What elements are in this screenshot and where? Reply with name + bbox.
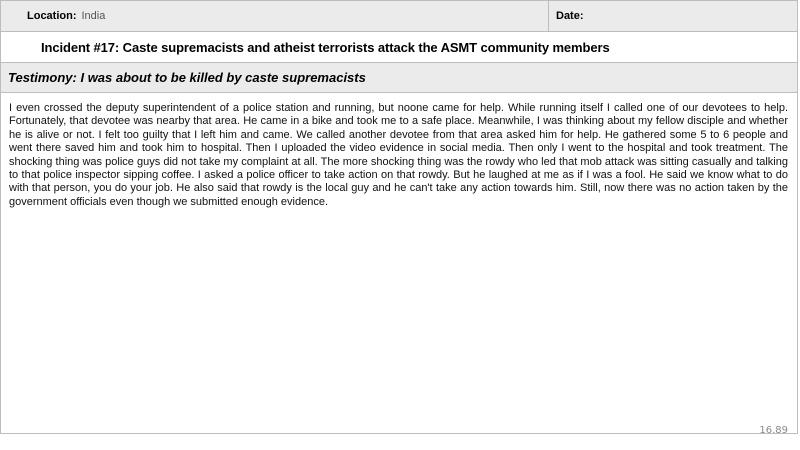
testimony-body: I even crossed the deputy superintendent of a police station and running, but noone came for help. While running itself I called one of our devotees to help. Fortunately, that devotee was nearby that area. He came in a bike and took me to a safe place. Meanwhile, I was thinking about my fellow disciple and whether he is alive or not. I felt too guilty that I left him and came. We called another devotee from that area asked him for help. He gathered some 5 to 6 people and went there saved him and took him to hospital. Then I uploaded the video evidence in social media. Then only I went to the hospital and took treatment. The shocking thing was police guys did not take my complaint at all. The more shocking thing was the rowdy who led that mob attack was sitting casually and talking to that police inspector sipping coffee. I asked a police officer to take action on that rowdy. But he laughed at me as if I was a fool. He said we know what to do with that person, you do your job. He also said that rowdy is the local guy and he can't take any action towards him. Still, now there was no action taken by the government officials even though we submitted enough evidence. bbox=[9, 102, 788, 208]
location-label: Location: bbox=[27, 10, 77, 22]
date-cell bbox=[549, 1, 797, 31]
page-number: 16.89 bbox=[759, 425, 788, 436]
testimony-title: Testimony: I was about to be killed by caste supremacists bbox=[1, 63, 797, 93]
incident-title: Incident #17: Caste supremacists and atheist terrorists attack the ASMT community members bbox=[1, 32, 797, 63]
date-label: Date: bbox=[556, 10, 584, 22]
header-row bbox=[1, 1, 797, 32]
location-cell bbox=[1, 1, 549, 31]
location-value: India bbox=[81, 10, 106, 22]
